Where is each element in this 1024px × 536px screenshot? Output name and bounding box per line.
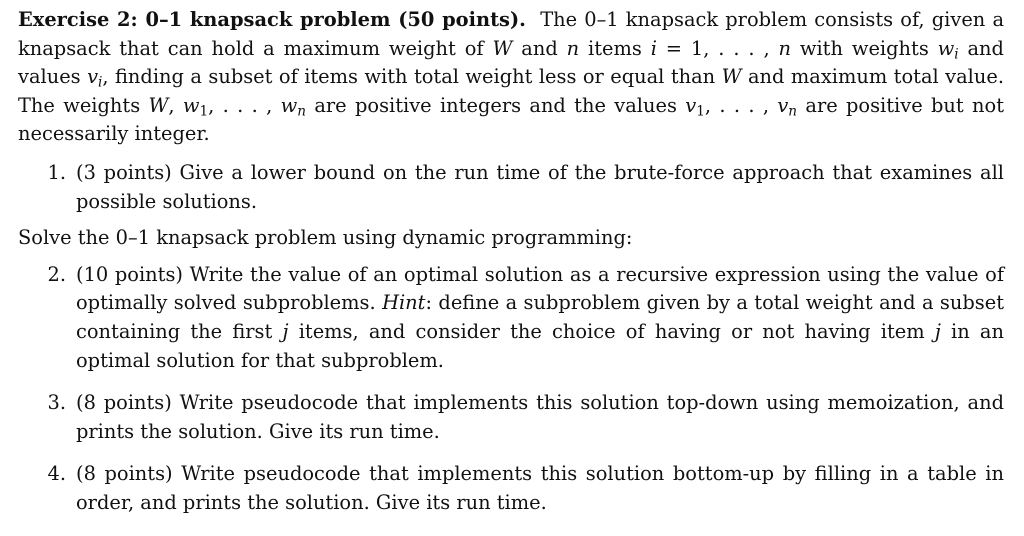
list-item-text: (8 points) Write pseudocode that implements this solution bottom-up by filling in a table in order, and prints the solution. Give its run time. [76, 462, 1004, 514]
math-v-i: $v_i$ [87, 65, 103, 91]
intro-text: are positive integers and the values [306, 93, 686, 117]
math-n: n [778, 36, 791, 60]
intro-text: and values [18, 36, 1004, 89]
list-item-number: 1. [47, 160, 66, 184]
math-values-list: $v_1$, . . . , $v_n$ [685, 93, 798, 120]
math-W: W [492, 36, 513, 60]
list-item [18, 159, 1004, 216]
list-item-text: (8 points) Write pseudocode that implements this solution top-down using memoization, and prints the solution. Give its run time. [76, 391, 1004, 443]
math-w-i: $w_i$ [937, 36, 959, 62]
hint-label: Hint [382, 291, 426, 315]
math-range: = 1, . . . , [656, 36, 779, 60]
intro-text: The 0–1 knapsack problem consists of, given a knapsack that can hold a maximum weight of [18, 8, 1005, 60]
list-item-text: (3 points) Give a lower bound on the run time of the brute-force approach that examines all possible solutions. [76, 160, 1004, 213]
list-item-number: 2. [47, 262, 66, 286]
solve-line: Solve the 0–1 knapsack problem using dynamic programming: [18, 226, 633, 250]
intro-text: and maximum total value. The weights [18, 65, 1004, 117]
intro-text: items [579, 36, 651, 60]
list-item-number: 3. [47, 391, 66, 415]
math-n: n [566, 36, 580, 60]
intro-text: are positive but not necessarily integer. [18, 93, 1004, 146]
list-item [18, 261, 1004, 375]
intro-text: with weights [791, 36, 938, 60]
math-W: W [721, 65, 742, 89]
intro-text: , finding a subset of items with total weight less or equal than [102, 65, 722, 89]
intro-text: and [512, 36, 567, 60]
math-i: i [650, 36, 657, 60]
list-item [18, 460, 1004, 517]
math-j: j [934, 319, 941, 343]
math-weights-list: W, $w_1$, . . . , $w_n$ [148, 93, 307, 120]
math-j: j [282, 319, 289, 343]
exercise-title: Exercise 2: 0–1 knapsack problem (50 points). [18, 8, 526, 31]
list-item [18, 389, 1004, 446]
exercise-intro-paragraph [18, 6, 1004, 149]
list-item-number: 4. [47, 462, 66, 486]
list-item-text: (10 points) Write the value of an optimal solution as a recursive expression using the value of optimally solved subproblems. Hint: define a subproblem given by a total weight and a subset containing the first j items, and consider the choice of having or not having item j in an optimal solution for that subproblem. [76, 262, 1004, 372]
